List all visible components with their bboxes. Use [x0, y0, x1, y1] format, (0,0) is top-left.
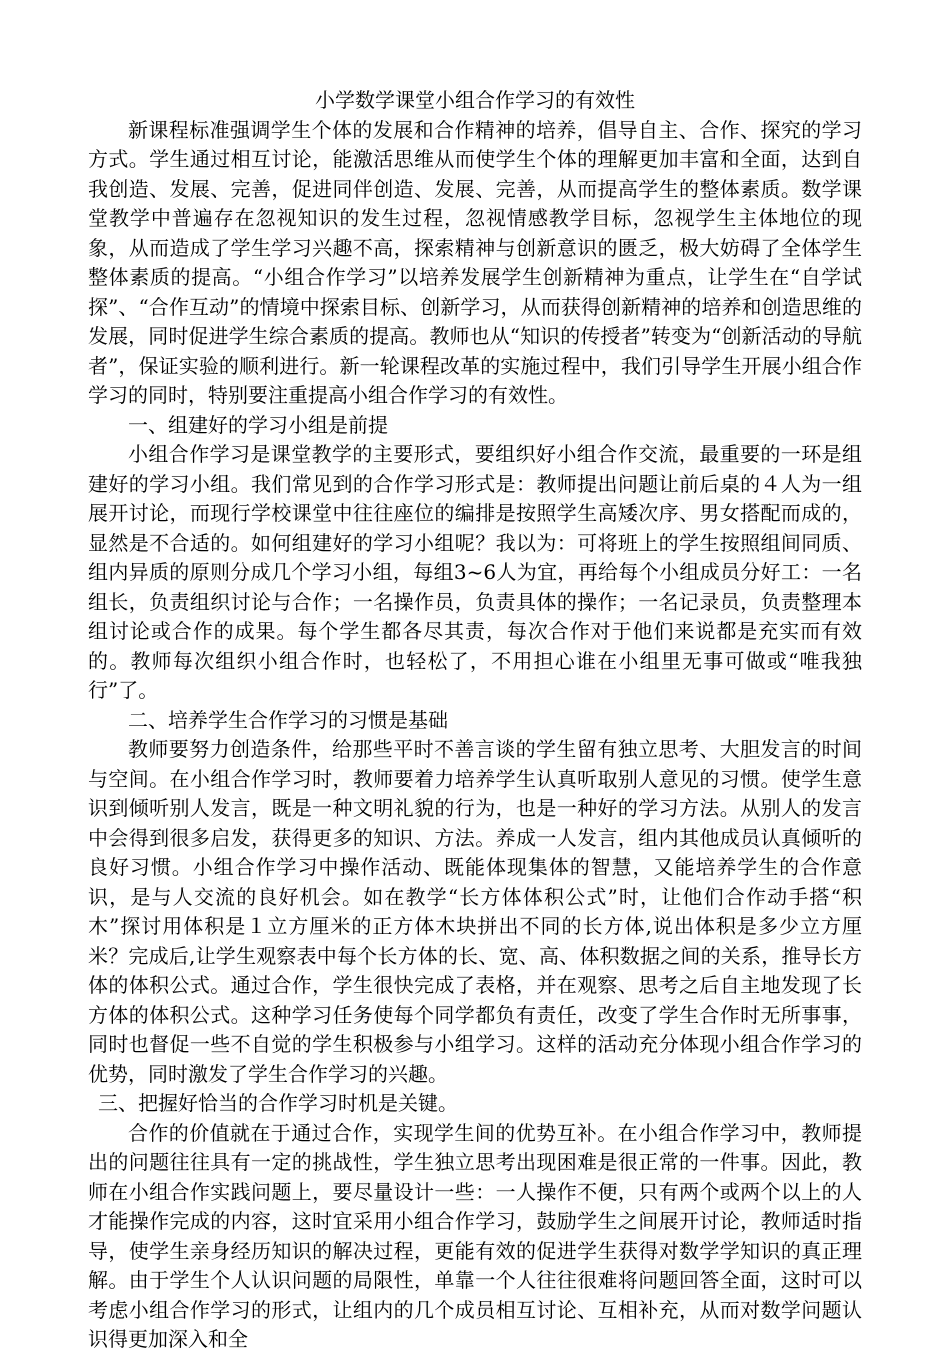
intro-paragraph: 新课程标准强调学生个体的发展和合作精神的培养，倡导自主、合作、探究的学习方式。学生通过相互讨论，能激活思维从而使学生个体的理解更加丰富和全面，达到自我创造、发展、完善，促进同伴创造、发展、完善，从而提高学生的整体素质。数学课堂教学中普遍存在忽视知识的发生过程，忽视情感教学目标，忽视学生主体地位的现象，从而造成了学生学习兴趣不高，探索精神与创新意识的匮乏，极大妨碍了全体学生整体素质的提高。“小组合作学习”以培养发展学生创新精神为重点，让学生在“自学试探”、“合作互动”的情境中探索目标、创新学习，从而获得创新精神的培养和创造思维的发展，同时促进学生综合素质的提高。教师也从“知识的传授者”转变为“创新活动的导航者”，保证实验的顺利进行。新一轮课程改革的实施过程中，我们引导学生开展小组合作学习的同时，特别要注重提高小组合作学习的有效性。: [88, 117, 862, 407]
section-3-heading: 三、把握好恰当的合作学习时机是关键。: [98, 1091, 458, 1115]
section-2-body: 教师要努力创造条件，给那些平时不善言谈的学生留有独立思考、大胆发言的时间与空间。在小组合作学习时，教师要着力培养学生认真听取别人意见的习惯。使学生意识到倾听别人发言，既是一种文明礼貌的行为，也是一种好的学习方法。从别人的发言中会得到很多启发，获得更多的知识、方法。养成一人发言，组内其他成员认真倾听的良好习惯。小组合作学习中操作活动、既能体现集体的智慧，又能培养学生的合作意识，是与人交流的良好机会。如在教学“长方体体积公式”时，让他们合作动手搭“积木”探讨用体积是１立方厘米的正方体木块拼出不同的长方体,说出体积是多少立方厘米？完成后,让学生观察表中每个长方体的长、宽、高、体积数据之间的关系，推导长方体的体积公式。通过合作，学生很快完成了表格，并在观察、思考之后自主地发现了长方体的体积公式。这种学习任务使每个同学都负有责任，改变了学生合作时无所事事，同时也督促一些不自觉的学生积极参与小组学习。这样的活动充分体现小组合作学习的优势，同时激发了学生合作学习的兴趣。: [88, 737, 862, 1086]
document-page: [88, 86, 862, 1355]
section-1-body: 小组合作学习是课堂教学的主要形式，要组织好小组合作交流，最重要的一环是组建好的学习小组。我们常见到的合作学习形式是：教师提出问题让前后桌的４人为一组展开讨论，而现行学校课堂中往往座位的编排是按照学生高矮次序、男女搭配而成的，显然是不合适的。如何组建好的学习小组呢？我以为：可将班上的学生按照组间同质、组内异质的原则分成几个学习小组，每组3~6人为宜，再给每个小组成员分好工：一名组长，负责组织讨论与合作；一名操作员，负责具体的操作；一名记录员，负责整理本组讨论或合作的成果。每个学生都各尽其责，每次合作对于他们来说都是充实而有效的。教师每次组织小组合作时，也轻松了，不用担心谁在小组里无事可做或“唯我独行”了。: [88, 442, 862, 702]
document-title: 小学数学课堂小组合作学习的有效性: [315, 88, 635, 112]
section-3-body: 合作的价值就在于通过合作，实现学生间的优势互补。在小组合作学习中，教师提出的问题往往具有一定的挑战性，学生独立思考出现困难是很正常的一件事。因此，教师在小组合作实践问题上，要尽量设计一些：一人操作不便，只有两个或两个以上的人才能操作完成的内容，这时宜采用小组合作学习，鼓励学生之间展开讨论，教师适时指导，使学生亲身经历知识的解决过程，更能有效的促进学生获得对数学学知识的真正理解。由于学生个人认识问题的局限性，单靠一个人往往很难将问题回答全面，这时可以考虑小组合作学习的形式，让组内的几个成员相互讨论、互相补充，从而对数学问题认识得更加深入和全: [88, 1120, 862, 1351]
section-2-heading: 二、培养学生合作学习的习惯是基础: [128, 707, 448, 732]
section-1-heading: 一、组建好的学习小组是前提: [128, 412, 388, 437]
